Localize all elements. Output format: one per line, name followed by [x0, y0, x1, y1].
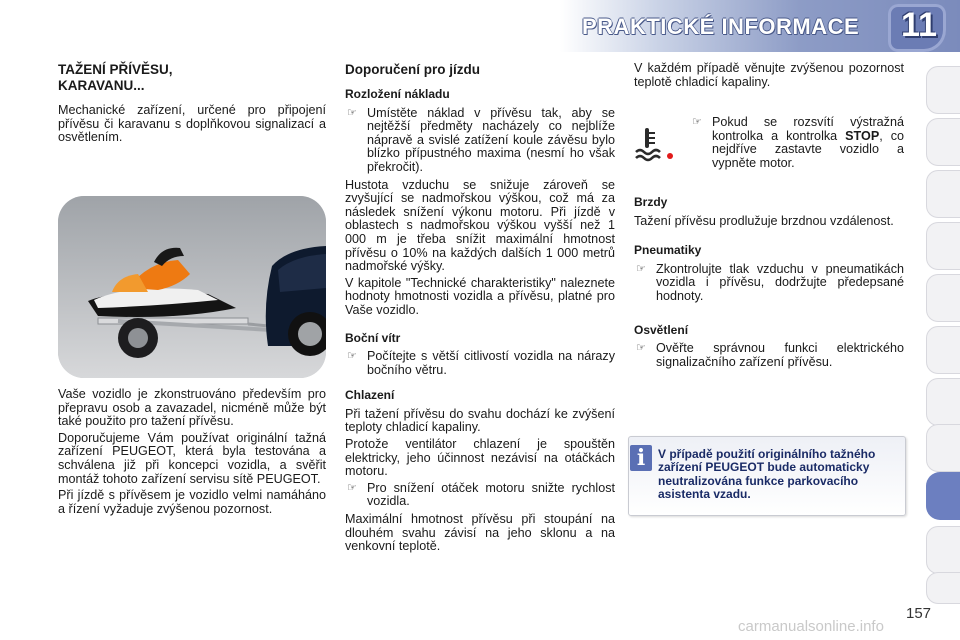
left-column-lower	[58, 388, 326, 519]
subheading: Osvětlení	[634, 322, 689, 337]
chapter-number: 11	[901, 6, 937, 44]
middle-column	[345, 62, 615, 557]
bullet-item	[634, 263, 904, 304]
bullet-text: Zkontrolujte tlak vzduchu v pneumatikách vozidla i přívěsu, dodržujte předepsané hodnoty.	[656, 261, 904, 303]
chapter-tab[interactable]	[926, 274, 960, 322]
bullet-item	[345, 350, 615, 377]
chapter-tab[interactable]	[926, 424, 960, 472]
jetski-trailer-image	[58, 196, 326, 378]
chapter-tab[interactable]	[926, 526, 960, 574]
paragraph: Vaše vozidlo je zkonstruováno především pro přepravu osob a zavazadel, nicméně může být také použito pro tažení přívěsu.	[58, 387, 326, 429]
chapter-tab[interactable]	[926, 222, 960, 270]
paragraph: Hustota vzduchu se snižuje zároveň se zvyšující se nadmořskou výškou, což má za následek snížení výkonu motoru. Při jízdě v oblastech s nadmořskou výškou vyšší než 1 000 m je třeba snížit maximální hmotnost přívěsu o 10% na každých dalších 1 000 metrů nadmořské výšky.	[345, 177, 615, 274]
bullet-text: Pro snížení otáček motoru snižte rychlost vozidla.	[367, 480, 615, 509]
bullet-text	[712, 115, 904, 170]
bullet-text: Počítejte s větší citlivostí vozidla na nárazy bočního větru.	[367, 349, 615, 377]
paragraph: Při tažení přívěsu do svahu dochází ke zvýšení teploty chladicí kapaliny.	[345, 406, 615, 435]
pointing-hand-icon: ☞	[636, 342, 646, 355]
subheading: Brzdy	[634, 195, 668, 209]
intro-paragraph: Mechanické zařízení, určené pro připojení přívěsu či karavanu s doplňkovou signalizací a osvětlením.	[58, 103, 326, 145]
page-number: 157	[906, 605, 932, 622]
subheading: Boční vítr	[345, 330, 401, 345]
right-column-lower	[634, 196, 904, 373]
pointing-hand-icon: ☞	[692, 116, 702, 128]
chapter-tab-active[interactable]	[926, 472, 960, 520]
paragraph: Tažení přívěsu prodlužuje brzdnou vzdálenost.	[634, 213, 894, 228]
paragraph: Při jízdě s přívěsem je vozidlo velmi namáháno a řízení vyžaduje zvýšenou pozornost.	[58, 488, 326, 516]
bullet-text-part: Pokud se rozsvítí výstražná kontrolka a kontrolka	[712, 115, 904, 143]
chapter-tab[interactable]	[926, 378, 960, 426]
subheading: Rozložení nákladu	[345, 87, 450, 101]
bullet-item	[690, 116, 904, 170]
pointing-hand-icon: ☞	[347, 350, 357, 363]
bullet-item	[345, 482, 615, 509]
right-column	[634, 62, 904, 92]
left-column	[58, 62, 326, 148]
section-heading: TAŽENÍ PŘÍVĚSU, KARAVANU...	[58, 62, 173, 93]
paragraph: Maximální hmotnost přívěsu při stoupání na dlouhém svahu závisí na jeho sklonu a na venkovní teplotě.	[345, 512, 615, 554]
paragraph: Protože ventilátor chlazení je spouštěn elektricky, jeho účinnost nezávisí na otáčkách motoru.	[345, 437, 615, 479]
subheading: Chlazení	[345, 388, 395, 403]
chapter-tab[interactable]	[926, 118, 960, 166]
page-title: PRAKTICKÉ INFORMACE	[582, 14, 860, 39]
coolant-temperature-icon	[634, 124, 674, 164]
bullet-text: Ověřte správnou funkci elektrického signalizačního zařízení přívěsu.	[656, 341, 904, 369]
bullet-item	[345, 107, 615, 175]
stop-label: STOP	[845, 128, 880, 143]
bullet-text: Umístěte náklad v přívěsu tak, aby se nejtěžší předměty nacházely co nejblíže nápravě a svislé zatížení koule závěsu bylo blízko přípustného maximа (nesmí ho však překročit).	[367, 105, 615, 174]
info-icon: i	[630, 445, 652, 471]
pointing-hand-icon: ☞	[347, 106, 357, 119]
chapter-tab[interactable]	[926, 326, 960, 374]
section-heading: Doporučení pro jízdu	[345, 62, 480, 77]
info-text: V případě použití originálního tažného zařízení PEUGEOT bude automaticky neutralizována funkce parkovacího asistenta vzadu.	[658, 447, 876, 502]
subheading: Pneumatiky	[634, 243, 702, 258]
chapter-tab[interactable]	[926, 170, 960, 218]
trailer-illustration	[58, 196, 326, 378]
pointing-hand-icon: ☞	[347, 481, 357, 494]
paragraph: V každém případě věnujte zvýšenou pozornost teplotě chladicí kapaliny.	[634, 61, 904, 89]
pointing-hand-icon: ☞	[636, 262, 646, 275]
paragraph: Doporučujeme Vám používat originální tažná zařízení PEUGEOT, která byla testována a schválena již při koncepci vozidla, a svěřit montáž tohoto zařízení servisu sítě PEUGEOT.	[58, 430, 326, 486]
bullet-text-part: , co nejdříve zastavte vozidlo a vypněte motor.	[712, 128, 904, 170]
chapter-tab[interactable]	[926, 572, 960, 604]
paragraph: V kapitole "Technické charakteristiky" naleznete hodnoty hmotnosti vozidla a přívěsu, platné pro Vaše vozidlo.	[345, 275, 615, 317]
warning-bullet	[690, 116, 904, 174]
chapter-tab[interactable]	[926, 66, 960, 114]
bullet-item	[634, 342, 904, 369]
watermark: carmanualsonline.info	[738, 618, 884, 635]
